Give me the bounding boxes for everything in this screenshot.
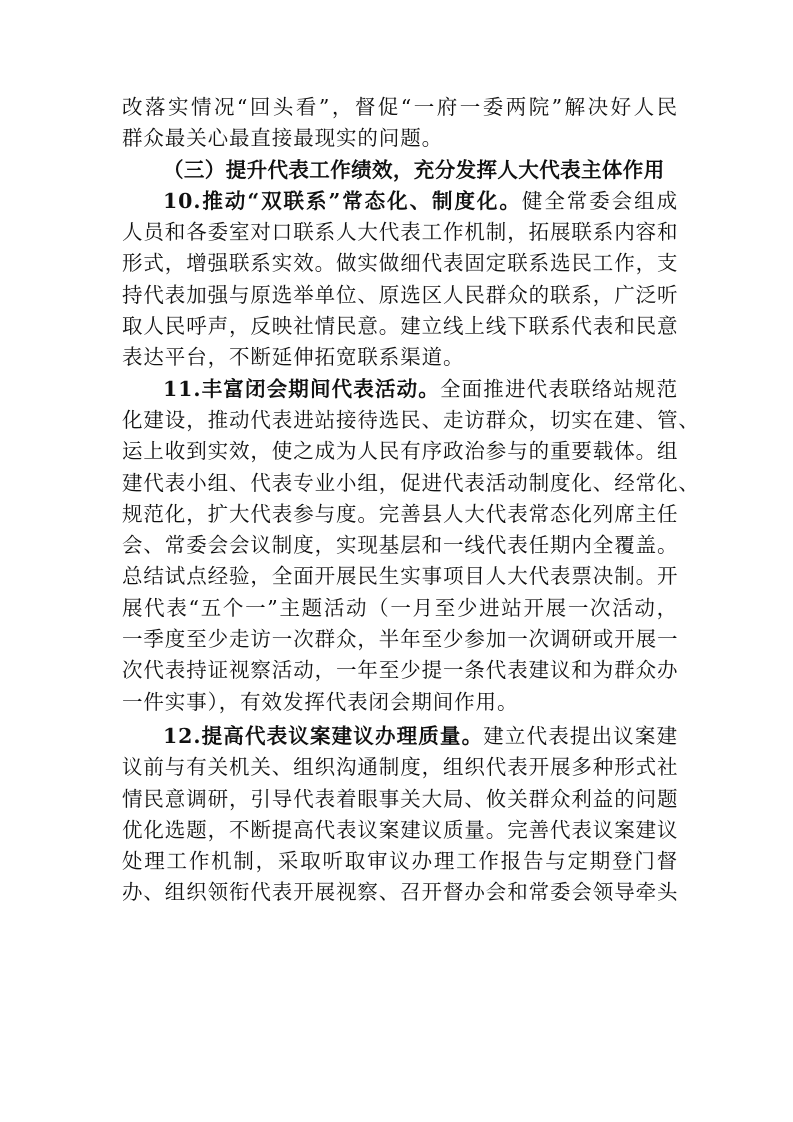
text-line: 次代表持证视察活动，一年至少提一条代表建议和为群众办 [122,658,679,683]
text-line: 规范化，扩大代表参与度。完善县人大代表常态化列席主任 [122,501,679,526]
text-line: 会、常委会会议制度，实现基层和一线代表任期内全覆盖。 [122,533,679,558]
item-11-first-line [122,374,678,405]
text-line: 化建设，推动代表进站接待选民、走访群众，切实在建、管、 [122,407,700,432]
item-12-title: 12.提高代表议案建议办理质量。 [163,723,484,748]
text-line: 群众最关心最直接最现实的问题。 [122,126,443,151]
item-10-first-line [122,186,678,217]
text-line: 取人民呼声，反映社情民意。建立线上线下联系代表和民意 [122,314,679,339]
text-line: 总结试点经验，全面开展民生实事项目人大代表票决制。开 [122,564,679,589]
item-12-text: 建立代表提出议案建 [483,723,678,748]
body-text [122,92,700,909]
text-line: 改落实情况“回头看”，督促“一府一委两院”解决好人民 [122,95,678,119]
text-line: 一季度至少走访一次群众，半年至少参加一次调研或开展一 [122,627,679,652]
text-line: 表达平台，不断延伸拓宽联系渠道。 [122,345,465,370]
text-line: 情民意调研，引导代表着眼事关大局、攸关群众利益的问题 [122,786,679,811]
text-line: 办、组织领衔代表开展视察、召开督办会和常委会领导牵头 [122,880,679,905]
text-line: 处理工作机制，采取听取审议办理工作报告与定期登门督 [122,849,678,874]
text-line: 形式，增强联系实效。做实做细代表固定联系选民工作，支 [122,251,679,276]
item-11-text: 全面推进代表联络站规范 [439,376,679,401]
text-line: 议前与有关机关、组织沟通制度，组织代表开展多种形式社 [122,755,679,780]
text-line: 建代表小组、代表专业小组，促进代表活动制度化、经常化、 [122,470,700,495]
text-line: 运上收到实效，使之成为人民有序政治参与的重要载体。组 [122,439,679,464]
text-line: 人员和各委室对口联系人大代表工作机制，拓展联系内容和 [122,220,679,245]
text-line: 一件实事），有效发挥代表闭会期间作用。 [122,689,519,714]
item-10-text: 健全常委会组成 [521,188,678,213]
item-10-title: 10.推动“双联系”常态化、制度化。 [163,188,522,213]
text-line: 展代表“五个一”主题活动（一月至少进站开展一次活动， [122,595,678,620]
text-line: 持代表加强与原选举单位、原选区人民群众的联系，广泛听 [122,282,679,307]
text-line: 优化选题，不断提高代表议案建议质量。完善代表议案建议 [122,817,679,842]
section-heading: （三）提升代表工作绩效，充分发挥人大代表主体作用 [163,157,665,182]
item-12-first-line [122,721,678,752]
item-11-title: 11.丰富闭会期间代表活动。 [163,376,440,401]
